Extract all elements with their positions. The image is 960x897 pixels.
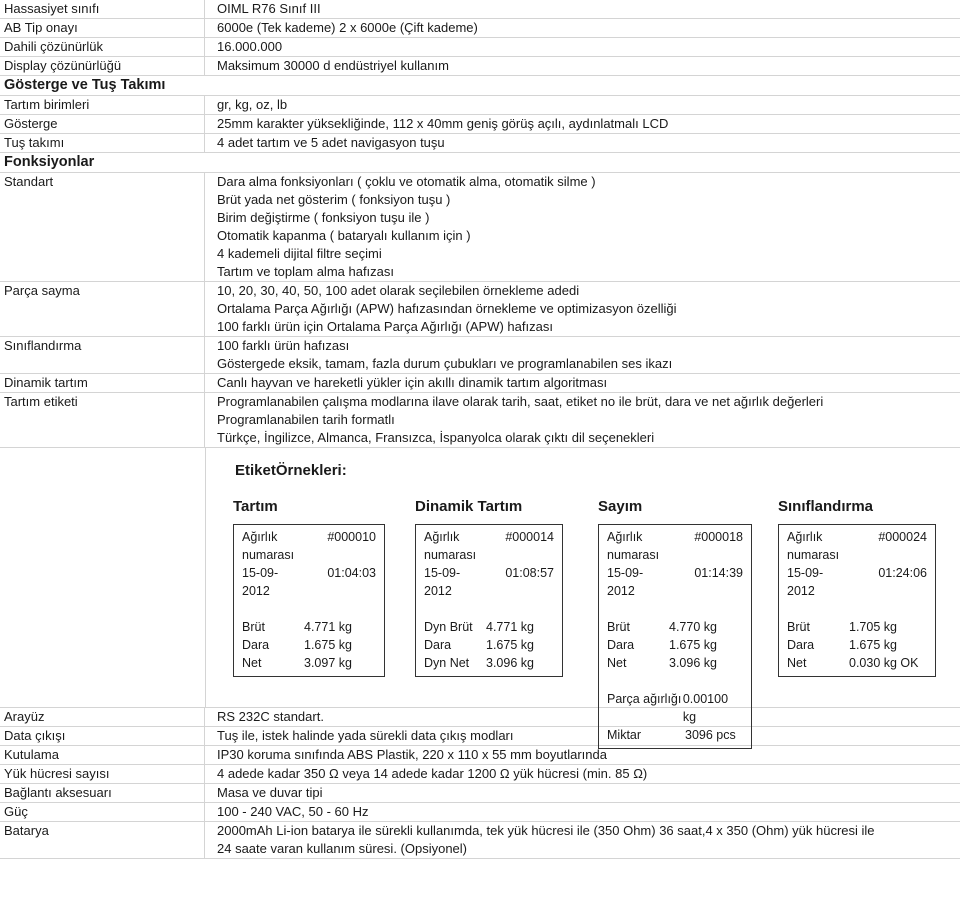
- column-divider: [205, 448, 206, 707]
- label-example: [233, 498, 385, 677]
- spec-value: [205, 96, 287, 114]
- spec-value-line: Türkçe, İngilizce, Almanca, Fransızca, İspanyolca olarak çıktı dil seçenekleri: [217, 430, 655, 445]
- spec-label: Kutulama: [0, 746, 205, 764]
- spec-group-general: [0, 0, 960, 76]
- spec-value-line: RS 232C standart.: [217, 709, 324, 724]
- spec-value-line: gr, kg, oz, lb: [217, 97, 288, 112]
- spec-value-line: IP30 koruma sınıfında ABS Plastik, 220 x 110 x 55 mm boyutlarında: [217, 747, 607, 762]
- spec-value: [205, 19, 478, 37]
- receipt-line: [242, 636, 376, 654]
- spec-value-line: 2000mAh Li-ion batarya ile sürekli kullanımda, tek yük hücresi ile (350 Ohm) 36 saat,4 x 350 (Ohm) yük hücresi ile: [217, 823, 875, 838]
- receipt-number-label: Ağırlık numarası: [607, 530, 660, 562]
- receipt-number: #000014: [505, 530, 554, 544]
- receipt-value: 1.675 kg: [669, 638, 717, 652]
- spec-value-line: Canlı hayvan ve hareketli yükler için akıllı dinamik tartım algoritması: [217, 375, 608, 390]
- receipt-header: [242, 528, 376, 564]
- receipt-spacer: [787, 600, 927, 618]
- receipt-extra-line: [607, 726, 743, 744]
- receipt-value: 1.675 kg: [849, 638, 897, 652]
- receipt-key: Dara: [242, 638, 270, 652]
- spec-row: [0, 0, 960, 19]
- receipt-box: [778, 524, 936, 677]
- spec-value: [205, 38, 282, 56]
- receipt-key: Dyn Brüt: [424, 620, 473, 634]
- spec-value-line: Dara alma fonksiyonları ( çoklu ve otomatik alma, otomatik silme ): [217, 174, 596, 189]
- spec-value-line: 4 kademeli dijital filtre seçimi: [217, 246, 382, 261]
- receipt-key: Dara: [607, 638, 635, 652]
- spec-value-line: 100 farklı ürün hafızası: [217, 338, 350, 353]
- receipt-spacer: [607, 672, 743, 690]
- spec-label: Tartım birimleri: [0, 96, 205, 114]
- receipt-date: 15-09-2012: [787, 566, 824, 598]
- label-example-title: Sınıflandırma: [778, 498, 874, 515]
- spec-row: [0, 727, 960, 746]
- receipt-time: 01:24:06: [878, 566, 927, 580]
- spec-value-line: 4 adede kadar 350 Ω veya 14 adede kadar 1200 Ω yük hücresi (min. 85 Ω): [217, 766, 648, 781]
- receipt-spacer: [424, 600, 554, 618]
- receipt-box: [598, 524, 752, 749]
- spec-label: Yük hücresi sayısı: [0, 765, 205, 783]
- receipt-box: [415, 524, 563, 677]
- spec-row: [0, 374, 960, 393]
- spec-group-functions: [0, 173, 960, 448]
- spec-row: [0, 19, 960, 38]
- receipt-line: [607, 636, 743, 654]
- spec-label: Bağlantı aksesuarı: [0, 784, 205, 802]
- spec-value: [205, 115, 668, 133]
- spec-value: [205, 822, 875, 858]
- spec-row: [0, 115, 960, 134]
- spec-value-line: 100 - 240 VAC, 50 - 60 Hz: [217, 804, 369, 819]
- spec-label: Tuş takımı: [0, 134, 205, 152]
- spec-label: Batarya: [0, 822, 205, 858]
- receipt-value: 4.770 kg: [669, 620, 717, 634]
- label-example-title: Tartım: [233, 498, 278, 515]
- spec-value-line: Göstergede eksik, tamam, fazla durum çubukları ve programlanabilen ses ikazı: [217, 356, 673, 371]
- receipt-datetime: [424, 564, 554, 600]
- label-example: [598, 498, 752, 749]
- spec-value: [205, 173, 596, 281]
- receipt-number: #000024: [878, 530, 927, 544]
- receipt-date: 15-09-2012: [242, 566, 279, 598]
- spec-value-line: Birim değiştirme ( fonksiyon tuşu ile ): [217, 210, 430, 225]
- spec-label: Data çıkışı: [0, 727, 205, 745]
- receipt-number-label: Ağırlık numarası: [787, 530, 840, 562]
- receipt-line: [242, 654, 376, 672]
- spec-value: [205, 282, 677, 336]
- spec-value: [205, 374, 607, 392]
- receipt-key: Brüt: [607, 620, 630, 634]
- receipt-key: Dara: [424, 638, 452, 652]
- receipt-header: [787, 528, 927, 564]
- spec-value: [205, 784, 323, 802]
- receipt-line: [787, 654, 927, 672]
- label-example-title: Sayım: [598, 498, 643, 515]
- receipt-box: [233, 524, 385, 677]
- spec-row: [0, 282, 960, 337]
- label-examples-title: EtiketÖrnekleri:: [235, 462, 347, 479]
- spec-value-line: Ortalama Parça Ağırlığı (APW) hafızasından örnekleme ve optimizasyon özelliği: [217, 301, 677, 316]
- spec-label: Dahili çözünürlük: [0, 38, 205, 56]
- spec-row: [0, 57, 960, 76]
- receipt-spacer: [607, 600, 743, 618]
- spec-value-line: 100 farklı ürün için Ortalama Parça Ağırlığı (APW) hafızası: [217, 319, 553, 334]
- receipt-line: [424, 636, 554, 654]
- spec-label: Tartım etiketi: [0, 393, 205, 447]
- spec-value: [205, 765, 647, 783]
- receipt-key: Brüt: [242, 620, 265, 634]
- spec-value-line: Programlanabilen tarih formatlı: [217, 412, 395, 427]
- receipt-number: #000018: [694, 530, 743, 544]
- label-example: [778, 498, 936, 677]
- receipt-value: 4.771 kg: [486, 620, 534, 634]
- spec-row: [0, 38, 960, 57]
- receipt-datetime: [787, 564, 927, 600]
- receipt-extra-line: [607, 690, 743, 726]
- spec-value-line: 24 saate varan kullanım süresi. (Opsiyonel): [217, 841, 468, 856]
- receipt-line: [787, 636, 927, 654]
- spec-row: [0, 708, 960, 727]
- spec-value: [205, 803, 369, 821]
- receipt-header: [607, 528, 743, 564]
- spec-row: [0, 784, 960, 803]
- spec-label: Display çözünürlüğü: [0, 57, 205, 75]
- receipt-time: 01:08:57: [505, 566, 554, 580]
- receipt-line: [242, 618, 376, 636]
- spec-value-line: Tuş ile, istek halinde yada sürekli data çıkış modları: [217, 728, 514, 743]
- spec-group-display: [0, 96, 960, 153]
- receipt-datetime: [607, 564, 743, 600]
- spec-label: Sınıflandırma: [0, 337, 205, 373]
- spec-value: [205, 337, 672, 373]
- receipt-time: 01:14:39: [694, 566, 743, 580]
- spec-value-line: Maksimum 30000 d endüstriyel kullanım: [217, 58, 449, 73]
- receipt-value: 1.675 kg: [486, 638, 534, 652]
- receipt-date: 15-09-2012: [607, 566, 644, 598]
- spec-value-line: Brüt yada net gösterim ( fonksiyon tuşu ): [217, 192, 451, 207]
- spec-value-line: 6000e (Tek kademe) 2 x 6000e (Çift kademe): [217, 20, 478, 35]
- receipt-key: Parça ağırlığı: [607, 692, 682, 706]
- spec-value: [205, 0, 321, 18]
- receipt-key: Dara: [787, 638, 815, 652]
- receipt-datetime: [242, 564, 376, 600]
- receipt-value: 3.097 kg: [304, 656, 352, 670]
- spec-row: [0, 337, 960, 374]
- spec-value: [205, 134, 445, 152]
- spec-row: [0, 746, 960, 765]
- receipt-header: [424, 528, 554, 564]
- receipt-date: 15-09-2012: [424, 566, 461, 598]
- receipt-number-label: Ağırlık numarası: [242, 530, 295, 562]
- receipt-value: 0.030 kg OK: [849, 656, 919, 670]
- spec-value-line: Programlanabilen çalışma modlarına ilave olarak tarih, saat, etiket no ile brüt, dara ve net ağırlık değerleri: [217, 394, 824, 409]
- section-heading-display: Gösterge ve Tuş Takımı: [0, 76, 960, 96]
- receipt-value: 1.675 kg: [304, 638, 352, 652]
- spec-value: [205, 746, 607, 764]
- spec-value: [205, 727, 514, 745]
- receipt-value: 0.00100 kg: [682, 692, 729, 724]
- spec-label: Hassasiyet sınıfı: [0, 0, 205, 18]
- receipt-value: 4.771 kg: [304, 620, 352, 634]
- label-example-title: Dinamik Tartım: [415, 498, 523, 515]
- receipt-key: Net: [242, 656, 262, 670]
- spec-row: [0, 173, 960, 282]
- receipt-line: [787, 618, 927, 636]
- spec-value-line: 16.000.000: [217, 39, 283, 54]
- spec-row: [0, 96, 960, 115]
- spec-row: [0, 393, 960, 448]
- receipt-line: [424, 618, 554, 636]
- spec-value-line: Tartım ve toplam alma hafızası: [217, 264, 395, 279]
- receipt-value: 3.096 kg: [669, 656, 717, 670]
- receipt-number: #000010: [327, 530, 376, 544]
- receipt-time: 01:04:03: [327, 566, 376, 580]
- spec-value-line: 25mm karakter yüksekliğinde, 112 x 40mm geniş görüş açılı, aydınlatmalı LCD: [217, 116, 669, 131]
- spec-row: [0, 803, 960, 822]
- receipt-key: Miktar: [607, 728, 642, 742]
- spec-value-line: 10, 20, 30, 40, 50, 100 adet olarak seçilebilen örnekleme adedi: [217, 283, 580, 298]
- receipt-key: Net: [787, 656, 807, 670]
- spec-group-interface: [0, 708, 960, 859]
- label-example: [415, 498, 563, 677]
- spec-value-line: Masa ve duvar tipi: [217, 785, 323, 800]
- receipt-key: Brüt: [787, 620, 810, 634]
- spec-label: Arayüz: [0, 708, 205, 726]
- spec-label: Standart: [0, 173, 205, 281]
- receipt-key: Net: [607, 656, 627, 670]
- spec-value: [205, 57, 449, 75]
- spec-label: Dinamik tartım: [0, 374, 205, 392]
- receipt-value: 3096 pcs: [685, 728, 736, 742]
- spec-value-line: OIML R76 Sınıf III: [217, 1, 321, 16]
- receipt-key: Dyn Net: [424, 656, 470, 670]
- spec-value: [205, 708, 324, 726]
- spec-row: [0, 765, 960, 784]
- spec-label: Gösterge: [0, 115, 205, 133]
- receipt-number-label: Ağırlık numarası: [424, 530, 477, 562]
- receipt-line: [607, 618, 743, 636]
- spec-row: [0, 822, 960, 859]
- receipt-value: 1.705 kg: [849, 620, 897, 634]
- spec-label: Güç: [0, 803, 205, 821]
- receipt-line: [424, 654, 554, 672]
- receipt-value: 3.096 kg: [486, 656, 534, 670]
- receipt-spacer: [242, 600, 376, 618]
- spec-value: [205, 393, 823, 447]
- spec-row: [0, 134, 960, 153]
- spec-value-line: Otomatik kapanma ( bataryalı kullanım için ): [217, 228, 471, 243]
- spec-label: AB Tip onayı: [0, 19, 205, 37]
- spec-label: Parça sayma: [0, 282, 205, 336]
- section-heading-functions: Fonksiyonlar: [0, 153, 960, 173]
- receipt-line: [607, 654, 743, 672]
- spec-value-line: 4 adet tartım ve 5 adet navigasyon tuşu: [217, 135, 445, 150]
